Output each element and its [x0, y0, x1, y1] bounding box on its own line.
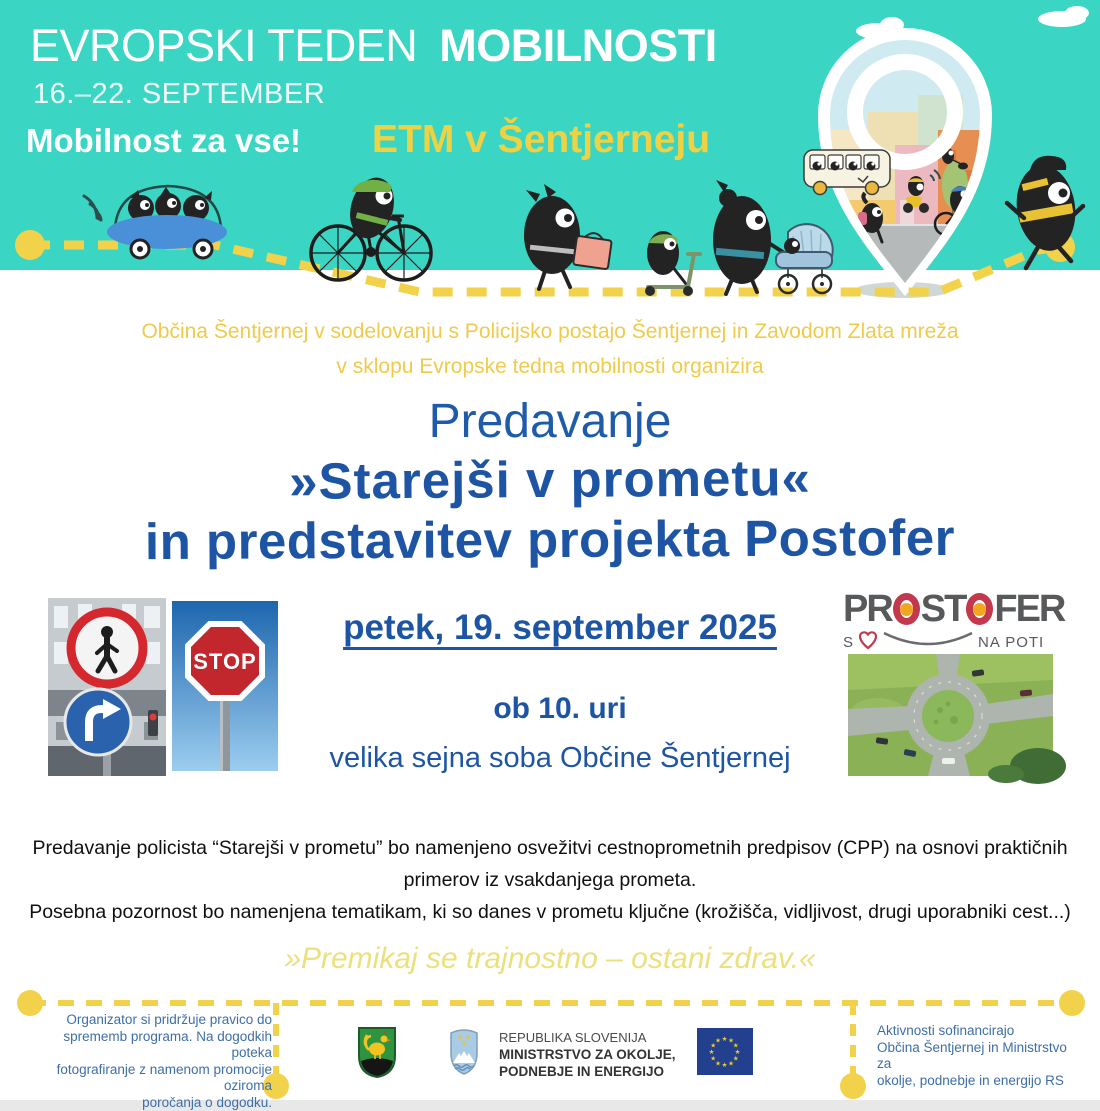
- svg-text:★: ★: [728, 1059, 734, 1067]
- event-heading: Predavanje: [0, 394, 1100, 449]
- ministry-line3: PODNEBJE IN ENERGIJO: [499, 1063, 676, 1080]
- roundabout-photo: [848, 654, 1053, 776]
- organizer-intro-line1: Občina Šentjernej v sodelovanju s Policijsko postajo Šentjernej in Zavodom Zlata mreža: [0, 314, 1100, 349]
- description-line1: Predavanje policista “Starejši v prometu” bo namenjeno osvežitvi cestnoprometnih predpisov (CPP) na osnovi praktičnih: [0, 832, 1100, 864]
- svg-text:★: ★: [710, 1055, 716, 1063]
- cofinancing-note: [877, 1023, 1077, 1089]
- event-week-dates: 16.–22. SEPTEMBER: [33, 78, 325, 111]
- poster-title: [30, 20, 717, 72]
- prostofer-wordmark: [843, 590, 1058, 628]
- organizer-intro-line2: v sklopu Evropske tedna mobilnosti organizira: [0, 349, 1100, 384]
- organizer-note-line4: poročanja o dogodku.: [40, 1095, 272, 1111]
- heart-icon: [856, 629, 880, 651]
- prostofer-target-icon: [893, 593, 920, 625]
- event-details: [290, 608, 830, 775]
- ministry-line2: MINISTRSTVO ZA OKOLJE,: [499, 1046, 676, 1063]
- no-pedestrians-sign-icon: [71, 612, 143, 684]
- prostofer-subline: [843, 629, 1058, 651]
- campaign-tagline: Mobilnost za vse!: [26, 122, 301, 160]
- event-venue: velika sejna soba Občine Šentjernej: [290, 742, 830, 775]
- organizer-intro: [0, 314, 1100, 384]
- svg-text:★: ★: [728, 1037, 734, 1045]
- stop-sign-icon: [188, 624, 262, 698]
- stop-sign-photo: [172, 601, 278, 771]
- campaign-slogan: »Premikaj se trajnostno – ostani zdrav.«: [0, 942, 1100, 976]
- prostofer-sub-s: S: [843, 634, 854, 651]
- prostofer-target-icon: [966, 593, 993, 625]
- event-date: petek, 19. september 2025: [290, 608, 830, 648]
- cofinancing-line1: Aktivnosti sofinancirajo: [877, 1023, 1077, 1040]
- local-campaign-title: ETM v Šentjerneju: [372, 118, 710, 162]
- svg-text:★: ★: [722, 1061, 728, 1069]
- svg-text:★: ★: [710, 1042, 716, 1050]
- eu-flag-icon: [697, 1028, 753, 1075]
- sentjernej-coat-of-arms: [357, 1026, 397, 1079]
- description-line3: Posebna pozornost bo namenjena tematikam, ki so danes v prometu ključne (krožišča, vidljivost, drugi uporabniki cest...): [0, 896, 1100, 928]
- turn-right-sign-icon: [65, 689, 131, 755]
- smile-icon: [882, 631, 974, 648]
- event-title-line2: in predstavitev projekta Postofer: [0, 507, 1100, 572]
- cofinancing-line2: Občina Šentjernej in Ministrstvo za: [877, 1040, 1077, 1073]
- prostofer-logo: [843, 590, 1058, 651]
- svg-text:★: ★: [715, 1059, 721, 1067]
- prostofer-letters-pr: PR: [843, 590, 892, 628]
- description-line2: primerov iz vsakdanjega prometa.: [0, 864, 1100, 896]
- svg-text:★: ★: [733, 1055, 739, 1063]
- slovenia-coat-of-arms: [449, 1027, 479, 1076]
- svg-text:★: ★: [733, 1042, 739, 1050]
- stop-sign-label: STOP: [193, 649, 257, 674]
- prostofer-letters-st: ST: [921, 590, 966, 628]
- svg-text:★: ★: [722, 1035, 728, 1043]
- organizer-note-line1: Organizator si pridržuje pravico do: [40, 1012, 272, 1029]
- organizer-note-line3: fotografiranje z namenom promocije oziroma: [40, 1062, 272, 1095]
- prostofer-sub-napoti: NA POTI: [978, 634, 1044, 651]
- svg-text:★: ★: [709, 1048, 715, 1056]
- svg-text:★: ★: [735, 1048, 741, 1056]
- ministry-line1: REPUBLIKA SLOVENIJA: [499, 1029, 676, 1046]
- organizer-note: [40, 1012, 272, 1111]
- poster-title-regular: EVROPSKI TEDEN: [30, 20, 417, 71]
- ministry-label: [499, 1029, 676, 1080]
- event-title-line1: »Starejši v prometu«: [0, 446, 1100, 513]
- svg-text:★: ★: [715, 1037, 721, 1045]
- poster-title-bold: MOBILNOSTI: [439, 20, 716, 71]
- event-time: ob 10. uri: [290, 692, 830, 726]
- event-description: [0, 832, 1100, 928]
- cofinancing-line3: okolje, podnebje in energijo RS: [877, 1073, 1077, 1090]
- traffic-signs-photo: [48, 598, 166, 776]
- prostofer-letters-fer: FER: [994, 590, 1064, 628]
- organizer-note-line2: sprememb programa. Na dogodkih poteka: [40, 1029, 272, 1062]
